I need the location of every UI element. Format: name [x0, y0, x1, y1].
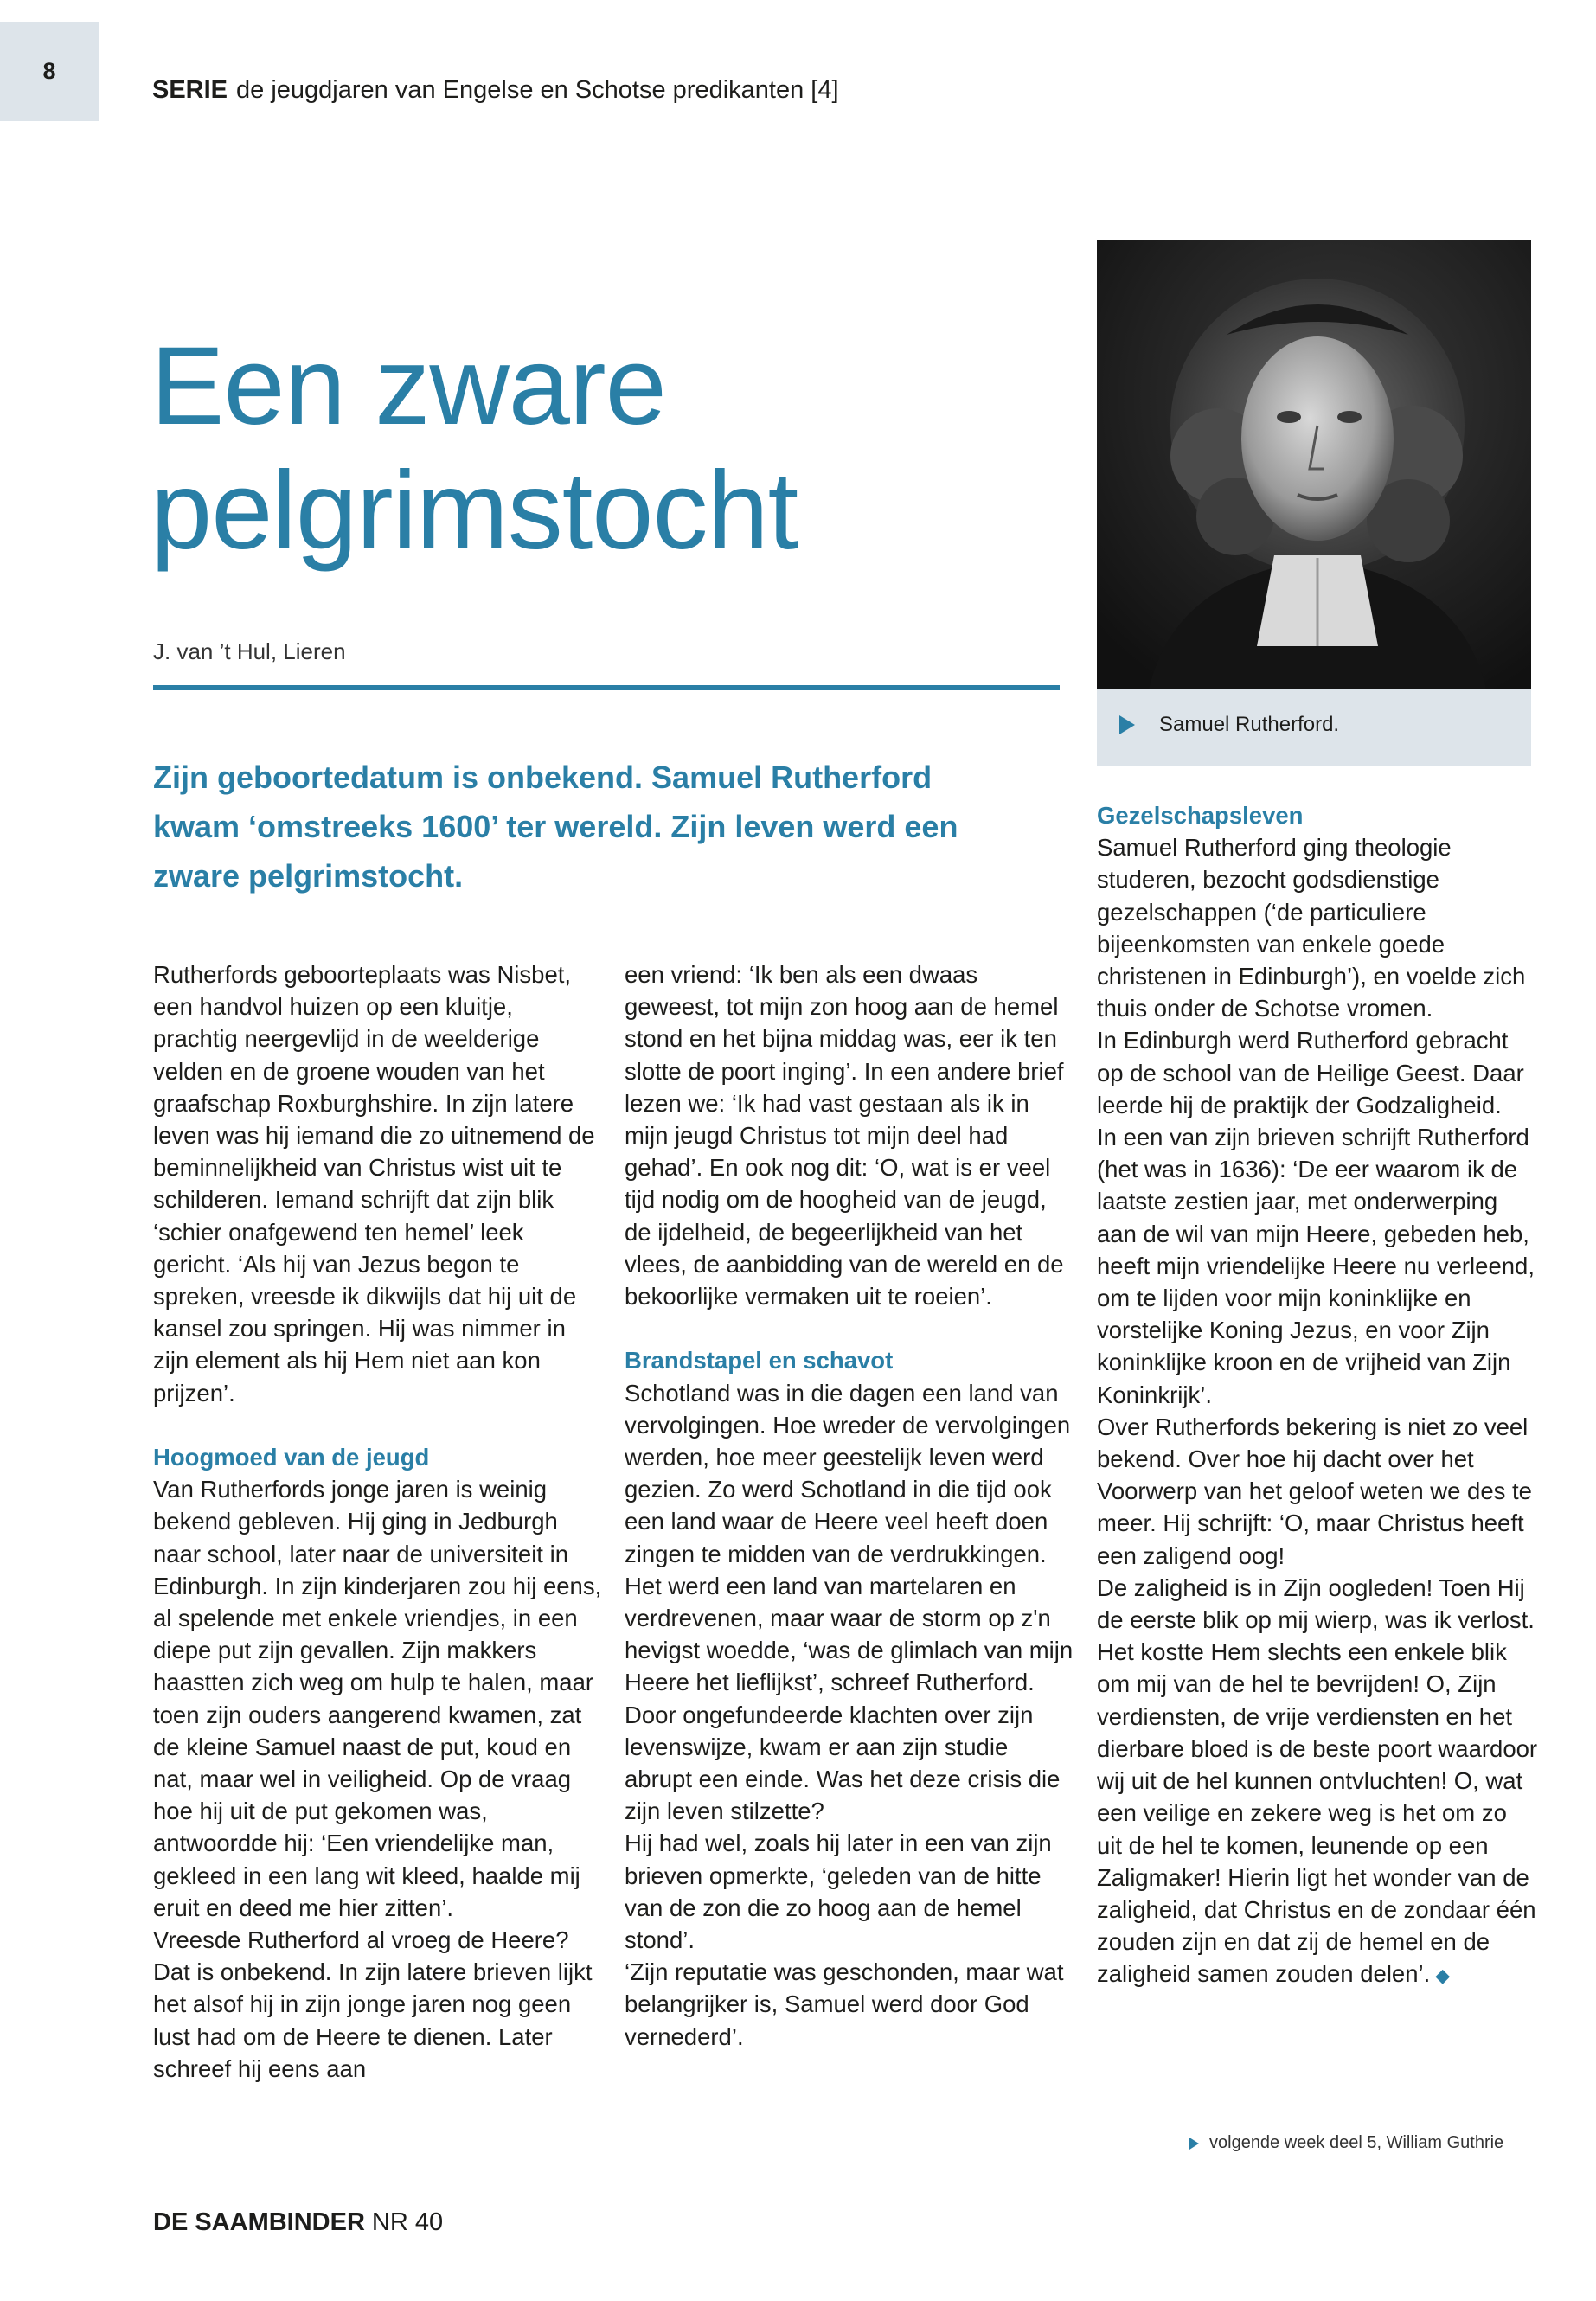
article-title-line2: pelgrimstocht — [151, 449, 798, 573]
article-title — [151, 324, 1059, 574]
caption-arrow-icon — [1119, 715, 1135, 734]
portrait-photo — [1097, 240, 1531, 689]
article-author: J. van ’t Hul, Lieren — [153, 638, 346, 664]
body-paragraph: Samuel Rutherford ging theologie studeren, bezocht godsdienstige gezelschappen (‘de particuliere bijeenkomsten van enkele goede christenen in Edinburgh’), en voelde zich thuis onder de Schotse vromen. — [1097, 834, 1526, 1022]
series-header — [152, 76, 839, 105]
subheading: Gezelschapsleven — [1097, 802, 1304, 829]
subheading: Brandstapel en schavot — [625, 1347, 894, 1375]
subheading: Hoogmoed van de jeugd — [153, 1444, 430, 1471]
title-divider — [153, 685, 1060, 690]
body-paragraph: Door ongefundeerde klachten over zijn levenswijze, kwam er aan zijn studie abrupt een einde. Was het deze crisis die zijn leven stilzette? — [625, 1701, 1061, 1825]
body-paragraph: Over Rutherfords bekering is niet zo veel bekend. Over hoe hij dacht over het Voorwerp van het geloof weten we des te meer. Hij schrijft: ‘O, maar Christus heeft een zaligend oog! — [1097, 1413, 1532, 1569]
final-text: De zaligheid is in Zijn oogleden! Toen Hij de eerste blik op mij wierp, was ik verlost. Het kostte Hem slechts een enkele blik om mij van de hel te bevrijden! O, Zijn verdiensten, de vrije verdiensten en het dierbare bloed is de beste poort waardoor wij uit de hel kunnen ontvluchten! O, wat een veilige en zekere weg is het om zo uit de hel te komen, leunende op een Zaligmaker! Hierin ligt het wonder van de zaligheid, dat Christus en de zondaar één zouden zijn en dat zij de hemel en de zaligheid samen zouden delen’. — [1097, 1574, 1538, 1988]
article-column-3 — [1097, 799, 1538, 1992]
body-paragraph: Schotland was in die dagen een land van vervolgingen. Hoe wreder de vervolgingen werden, hoe meer geestelijk leven werd gezien. Zo werd Schotland in die tijd ook een land waar de Heere veel heeft doen zingen te midden van de verdrukkingen. Het werd een land van martelaren en verdrevenen, maar waar de storm op z'n hevigst woedde, ‘was de glimlach van mijn Heere het lieflijkst’, schreef Rutherford. — [625, 1379, 1074, 1696]
body-paragraph: ‘Zijn reputatie was geschonden, maar wat belangrijker is, Samuel werd door God vernederd’. — [625, 1958, 1064, 2050]
body-paragraph: Vreesde Rutherford al vroeg de Heere? Dat is onbekend. In zijn latere brieven lijkt het alsof hij in zijn jonge jaren nog geen lust had om de Heere te dienen. Later schreef hij eens aan — [153, 1926, 593, 2082]
body-paragraph: Rutherfords geboorteplaats was Nisbet, een handvol huizen op een kluitje, prachtig neergevlijd in de weelderige velden en de groene wouden van het graafschap Roxburghshire. In zijn latere leven was hij iemand die zo uitnemend de beminnelijkheid van Christus wist uit te schilderen. Iemand schrijft dat zijn blik ‘schier onafgewend ten hemel’ leek gericht. ‘Als hij van Jezus begon te spreken, vreesde ik dikwijls dat hij uit de kansel zou springen. Hij was nimmer in zijn element als hij Hem niet aan kon prijzen’. — [153, 961, 595, 1407]
body-paragraph: Hij had wel, zoals hij later in een van zijn brieven opmerkte, ‘geleden van de hitte van de zon die zo hoog aan de hemel stond’. — [625, 1830, 1052, 1954]
body-paragraph: In een van zijn brieven schrijft Rutherford (het was in 1636): ‘De eer waarom ik de laatste zestien jaar, met onderwerping aan de wil van mijn Heere, gebeden heb, heeft mijn vriendelijke Heere nu verleend, om te lijden voor mijn koninklijke en vorstelijke Koning Jezus, en voor Zijn koninklijke kroon en de vrijheid van Zijn Koninkrijk’. — [1097, 1124, 1535, 1408]
next-part-text: volgende week deel 5, William Guthrie — [1209, 2133, 1504, 2152]
body-paragraph-final — [1097, 1572, 1538, 1992]
portrait-illustration — [1097, 240, 1531, 689]
body-paragraph: Van Rutherfords jonge jaren is weinig bekend gebleven. Hij ging in Jedburgh naar school, later naar de universiteit in Edinburgh. In zijn kinderjaren zou hij eens, al spelende met enkele vriendjes, in een diepe put zijn gevallen. Zijn makkers haastten zich weg om hulp te halen, maar toen zijn ouders aangerend kwamen, zat de kleine Samuel naast de put, koud en nat, maar wel in veiligheid. Op de vraag hoe hij uit de put gekomen was, antwoordde hij: ‘Een vriendelijke man, gekleed in een lang wit kleed, haalde mij eruit en deed me hier zitten’. — [153, 1476, 602, 1921]
issue-number: NR 40 — [371, 2208, 444, 2236]
series-label: SERIE — [152, 76, 228, 104]
photo-caption-box — [1097, 689, 1531, 766]
page-number: 8 — [0, 22, 99, 121]
article-lead: Zijn geboortedatum is onbekend. Samuel Rutherford kwam ‘omstreeks 1600’ ter wereld. Zijn leven werd een zware pelgrimstocht. — [153, 760, 958, 894]
series-title: de jeugdjaren van Engelse en Schotse predikanten [4] — [236, 76, 839, 104]
article-column-1 — [153, 958, 603, 2085]
end-mark-icon: ◆ — [1435, 1965, 1451, 1987]
next-part-note — [1189, 2133, 1503, 2153]
next-arrow-icon — [1189, 2138, 1199, 2150]
article-title-line1: Een zware — [151, 324, 666, 448]
page-footer — [153, 2208, 443, 2237]
body-paragraph: In Edinburgh werd Rutherford gebracht op de school van de Heilige Geest. Daar leerde hij de praktijk der Godzaligheid. — [1097, 1027, 1524, 1118]
body-paragraph: een vriend: ‘Ik ben als een dwaas geweest, tot mijn zon hoog aan de hemel stond en het bijna middag was, eer ik ten slotte de poort inging’. In een andere brief lezen we: ‘Ik had vast gestaan als ik in mijn jeugd Christus tot mijn deel had gehad’. En ook nog dit: ‘O, wat is er veel tijd nodig om de hoogheid van de jeugd, de ijdelheid, de begeerlijkheid van het vlees, de aanbidding van de wereld en de bekoorlijke vermaken uit te roeien’. — [625, 961, 1064, 1311]
article-column-2 — [625, 958, 1074, 2053]
publication-name: DE SAAMBINDER — [153, 2208, 365, 2236]
photo-caption: Samuel Rutherford. — [1159, 713, 1340, 736]
